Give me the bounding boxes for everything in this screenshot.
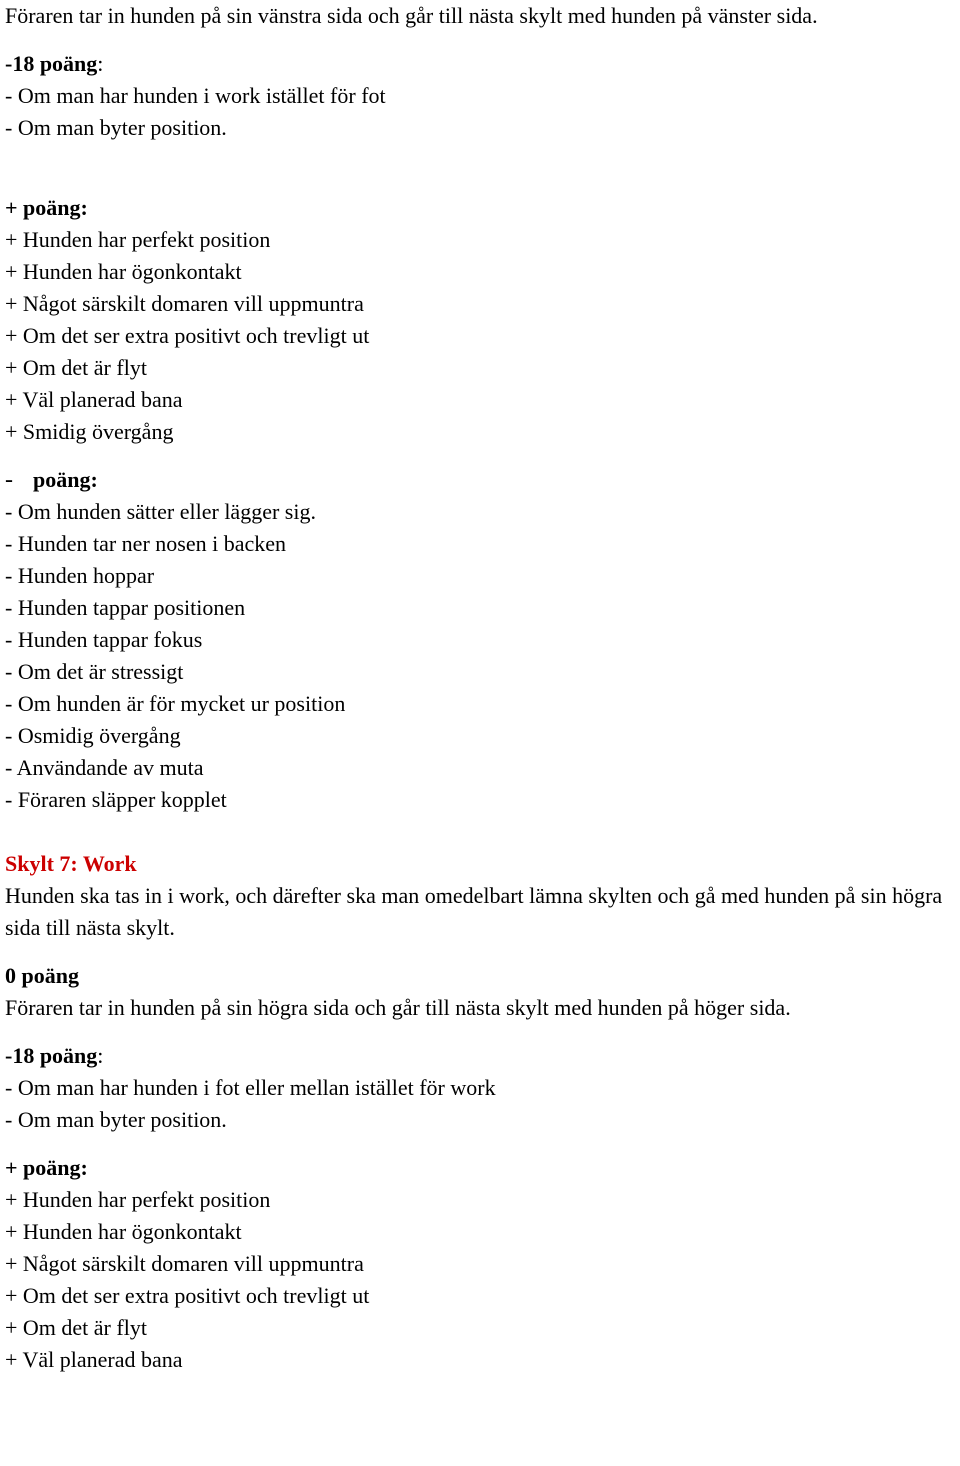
list-item: + Smidig övergång [5,419,174,444]
list-item: + Något särskilt domaren vill uppmuntra [5,291,364,316]
minus-points-heading [5,464,960,496]
plus-points-heading: + poäng: [5,1155,88,1180]
list-item: + Hunden har ögonkontakt [5,259,242,284]
list-item: - Om man byter position. [5,1107,227,1132]
minus-points-label: poäng: [33,467,98,492]
minus-dash: - [5,467,13,493]
minus18-heading [5,1040,960,1072]
list-item: + Hunden har ögonkontakt [5,1219,242,1244]
document-page [5,0,960,1376]
minus18-heading-colon: : [97,1043,104,1068]
list-item: - Hunden tar ner nosen i backen [5,531,287,556]
list-item: + Om det är flyt [5,355,147,380]
list-item: + Väl planerad bana [5,387,183,412]
list-item: + Hunden har perfekt position [5,227,271,252]
list-item: - Osmidig övergång [5,723,181,748]
list-item: + Om det ser extra positivt och trevligt ut [5,323,370,348]
zero-points-text: Föraren tar in hunden på sin vänstra sida och går till nästa skylt med hunden på vänster sida. [5,3,818,28]
minus18-heading-label: -18 poäng [5,51,98,76]
list-item: - Om hunden är för mycket ur position [5,691,346,716]
list-item: - Hunden tappar positionen [5,595,246,620]
list-item: + Hunden har perfekt position [5,1187,271,1212]
list-item: + Om det ser extra positivt och trevligt ut [5,1283,370,1308]
minus18-heading-colon: : [97,51,104,76]
list-item: - Hunden tappar fokus [5,627,203,652]
plus-points-heading: + poäng: [5,195,88,220]
minus18-heading [5,48,960,80]
list-item: - Om man byter position. [5,115,227,140]
list-item: - Om man har hunden i work istället för fot [5,83,386,108]
section-description-line1 [5,880,960,940]
list-item: + Något särskilt domaren vill uppmuntra [5,1251,364,1276]
list-item: - Om man har hunden i fot eller mellan istället för work [5,1075,496,1100]
section-description: Hunden ska tas in i work, och därefter ska man omedelbart lämna skylten och gå med hunden på sin högra sida till nästa skylt. [5,883,943,940]
list-item: - Om det är stressigt [5,659,184,684]
minus18-heading-label: -18 poäng [5,1043,98,1068]
zero-points-text: Föraren tar in hunden på sin högra sida och går till nästa skylt med hunden på höger sida. [5,995,791,1020]
list-item: - Hunden hoppar [5,563,155,588]
list-item: - Användande av muta [5,755,204,780]
list-item: - Om hunden sätter eller lägger sig. [5,499,316,524]
list-item: - Föraren släpper kopplet [5,787,227,812]
zero-points-heading: 0 poäng [5,963,79,988]
list-item: + Väl planerad bana [5,1347,183,1372]
section-title: Skylt 7: Work [5,851,137,876]
list-item: + Om det är flyt [5,1315,147,1340]
